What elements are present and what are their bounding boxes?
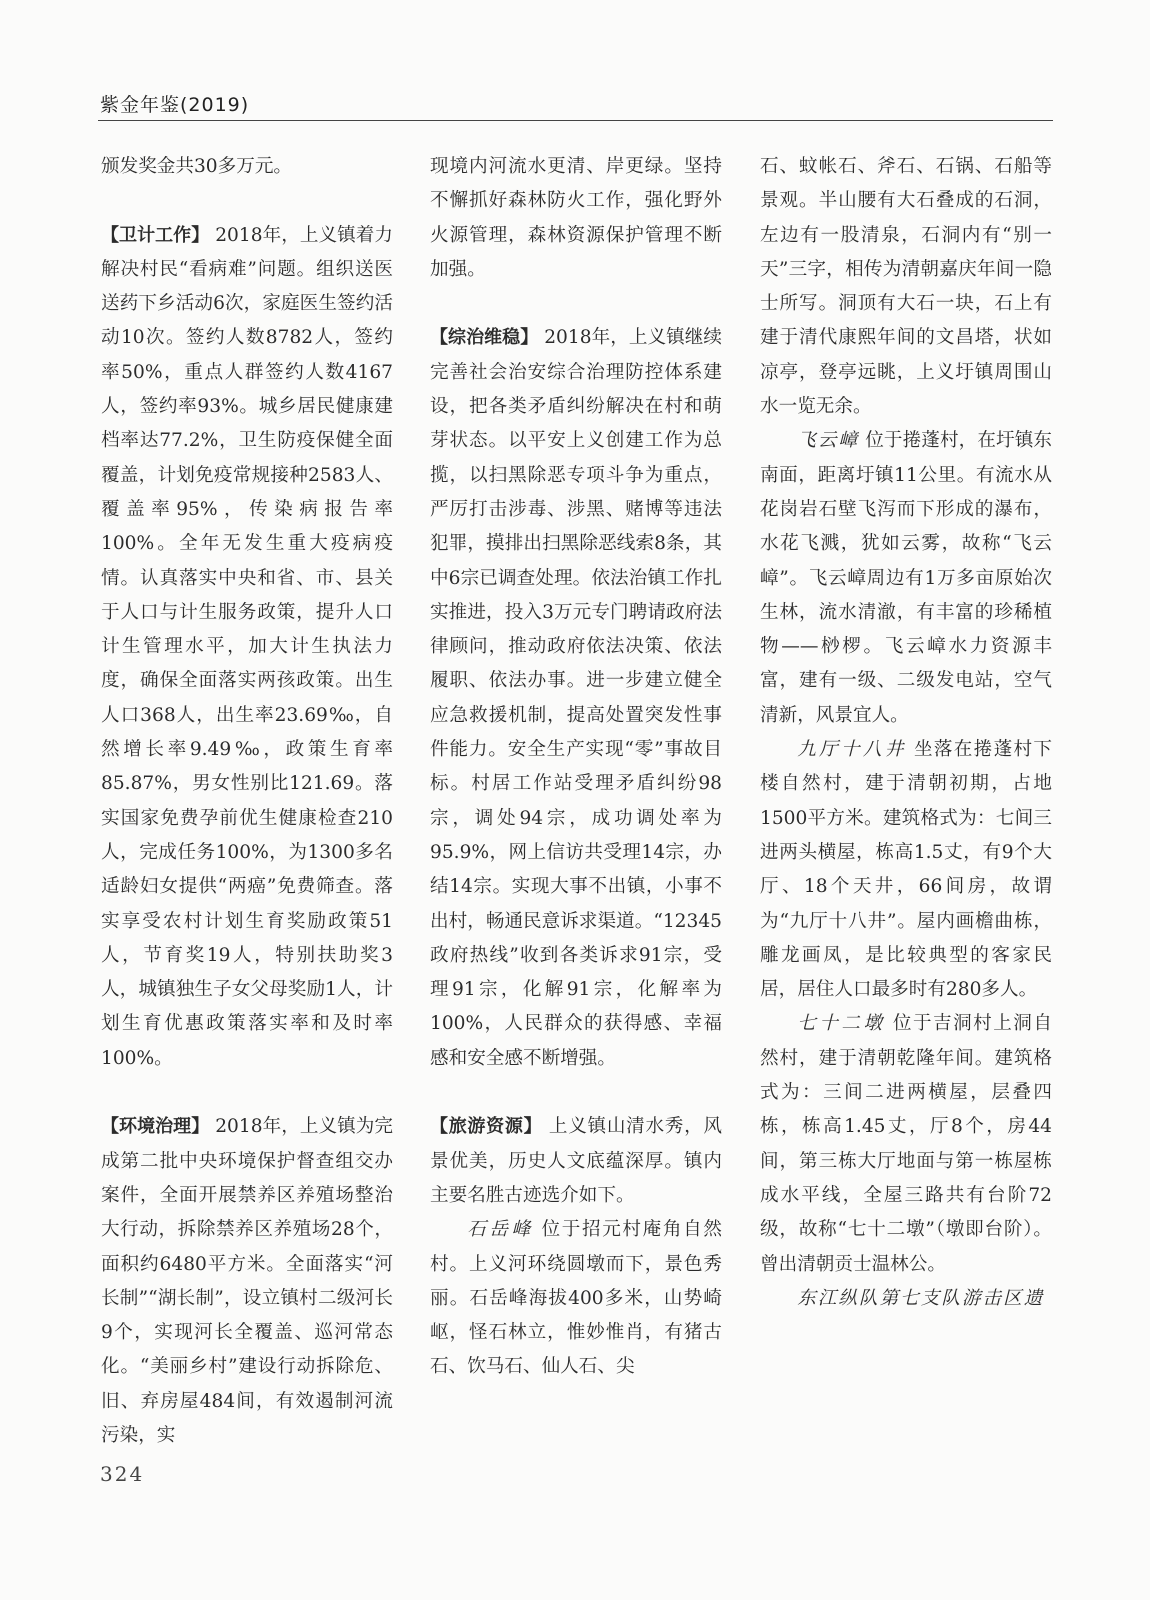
paragraph-gap [430,1076,722,1110]
section-heading-health: 【卫计工作】 [101,224,210,246]
section-body: 上义镇山清水秀，风景优美，历史人文底蕴深厚。镇内主要名胜古迹选介如下。 [430,1116,722,1206]
section-body: 2018年，上义镇为完成第二批中央环境保护督查组交办案件，全面开展禁养区养殖场整治大行动，拆除禁养区养殖场28个，面积约6480平方米。全面落实“河长制”“湖长制”，设立镇村二级河长9个，实现河长全覆盖、巡河常态化。“美丽乡村”建设行动拆除危、旧、弃房屋484间，有效遏制河流污染，实 [101,1116,393,1446]
paragraph: 颁发奖金共30多万元。 [101,156,293,177]
paragraph-gap [430,287,722,321]
paragraph-gap [101,184,393,218]
text-column-1 [101,150,393,1490]
site-body: 位于捲蓬村，在圩镇东南面，距离圩镇11公里。有流水从花岗岩石壁飞泻而下形成的瀑布，水花飞溅，犹如云雾，故称“飞云嶂”。飞云嶂周边有1万多亩原始次生林，流水清澈，有丰富的珍稀植物——桫椤。飞云嶂水力资源丰富，建有一级、二级发电站，空气清新，风景宜人。 [760,430,1052,726]
header-rule [98,120,1053,121]
paragraph: 现境内河流水更清、岸更绿。坚持不懈抓好森林防火工作，强化野外火源管理，森林资源保护管理不断加强。 [430,156,722,280]
section-body: 2018年，上义镇继续完善社会治安综合治理防控体系建设，把各类矛盾纠纷解决在村和萌芽状态。以平安上义创建工作为总揽，以扫黑除恶专项斗争为重点，严厉打击涉毒、涉黑、赌博等违法犯罪，摸排出扫黑除恶线索8条，其中6宗已调查处理。依法治镇工作扎实推进，投入3万元专门聘请政府法律顾问，推动政府依法决策、依法履职、依法办事。进一步建立健全应急救援机制，提高处置突发性事件能力。安全生产实现“零”事故目标。村居工作站受理矛盾纠纷98宗，调处94宗，成功调处率为95.9%，网上信访共受理14宗，办结14宗。实现大事不出镇，小事不出村，畅通民意诉求渠道。“12345政府热线”收到各类诉求91宗，受理91宗，化解91宗，化解率为100%，人民群众的获得感、幸福感和安全感不断增强。 [430,327,722,1069]
section-heading-tourism: 【旅游资源】 [430,1116,543,1138]
paragraph: 石、蚊帐石、斧石、石锅、石船等景观。半山腰有大石叠成的石洞，左边有一股清泉，石洞内有“别一天”三字，相传为清朝嘉庆年间一隐士所写。洞顶有大石一块，石上有建于清代康熙年间的文昌塔，状如凉亭，登亭远眺，上义圩镇周围山水一览无余。 [760,156,1052,418]
page-number: 324 [100,1462,145,1486]
site-body: 坐落在捲蓬村下楼自然村，建于清朝初期，占地1500平方米。建筑格式为：七间三进两头横屋，栋高1.5丈，有9个大厅、18个天井，66间房，故谓为“九厅十八井”。屋内画檐曲栋，雕龙画凤，是比较典型的客家民居，居住人口最多时有280多人。 [760,739,1052,1001]
site-title: 飞云嶂 [797,430,860,452]
site-paragraph [760,1282,1052,1316]
running-header-title: 紫金年鉴(2019) [100,94,250,116]
site-paragraph [430,1213,722,1384]
section-body: 2018年，上义镇着力解决村民“看病难”问题。组织送医送药下乡活动6次，家庭医生签约活动10次。签约人数8782人，签约率50%，重点人群签约人数4167人，签约率93%。城乡居民健康建档率达77.2%，卫生防疫保健全面覆盖，计划免疫常规接种2583人、覆盖率95%，传染病报告率100%。全年无发生重大疫病疫情。认真落实中央和省、市、县关于人口与计生服务政策，提升人口计生管理水平，加大计生执法力度，确保全面落实两孩政策。出生人口368人，出生率23.69‰，自然增长率9.49‰，政策生育率85.87%，男女性别比121.69。落实国家免费孕前优生健康检查210人，完成任务100%，为1300多名适龄妇女提供“两癌”免费筛查。落实享受农村计划生育奖励政策51人，节育奖19人，特别扶助奖3人，城镇独生子女父母奖励1人，计划生育优惠政策落实率和及时率100%。 [101,224,393,1069]
section-paragraph [430,1110,722,1213]
paragraph-gap [101,1076,393,1110]
site-body: 位于招元村庵角自然村。上义河环绕圆墩而下，景色秀丽。石岳峰海拔400多米，山势崎岖，怪石林立，惟妙惟肖，有猪古石、饮马石、仙人石、尖 [430,1219,722,1378]
section-heading-environment: 【环境治理】 [101,1116,210,1138]
site-paragraph [760,733,1052,1007]
site-paragraph [760,424,1052,733]
site-paragraph [760,1007,1052,1281]
section-paragraph [430,321,722,1076]
site-title: 石岳峰 [467,1219,534,1241]
site-title: 七十二墩 [797,1013,886,1035]
site-body: 位于吉洞村上洞自然村，建于清朝乾隆年间。建筑格式为：三间二进两横屋，层叠四栋，栋高1.45丈，厅8个，房44间，第三栋大厅地面与第一栋屋栋成水平线，全屋三路共有台阶72级，故称“七十二墩”（墩即台阶）。曾出清朝贡士温林公。 [760,1013,1052,1275]
section-heading-security: 【综治维稳】 [430,327,539,349]
section-paragraph [101,1110,393,1453]
site-title: 九厅十八井 [797,739,907,761]
section-paragraph [101,219,393,1076]
site-title: 东江纵队第七支队游击区遗 [797,1287,1045,1309]
text-column-3 [760,150,1052,1490]
text-column-2 [430,150,722,1490]
